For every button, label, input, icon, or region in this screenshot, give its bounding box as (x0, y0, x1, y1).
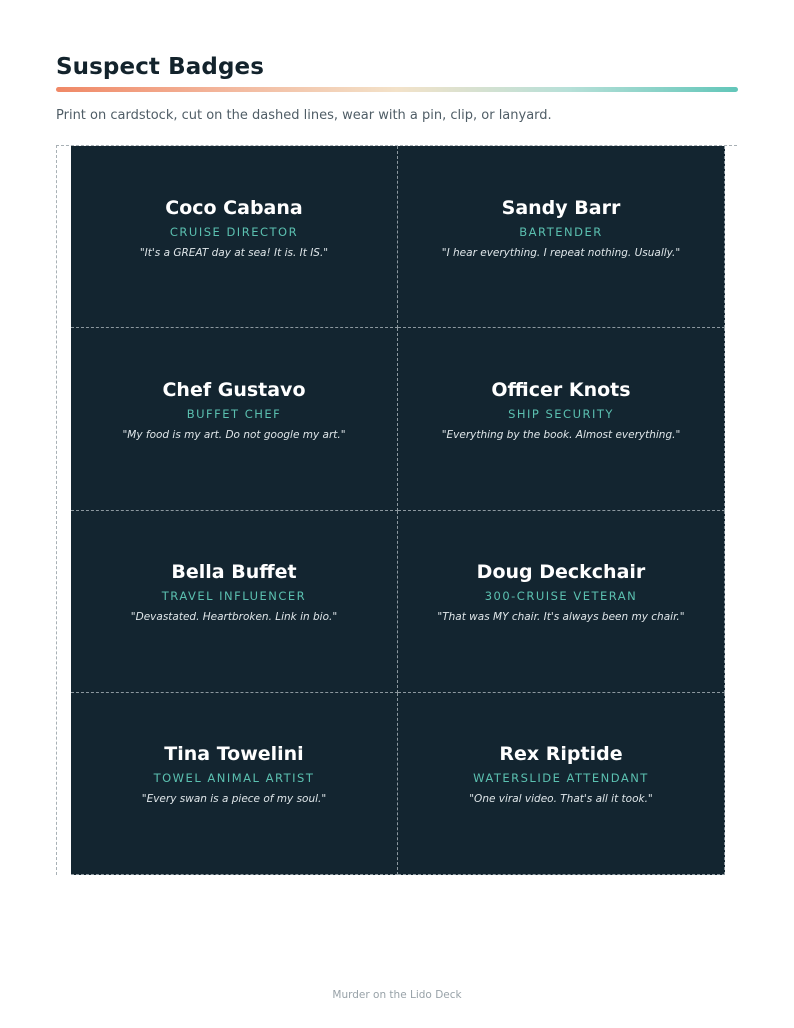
badge-name: Officer Knots (491, 378, 631, 401)
badge-role: CRUISE DIRECTOR (169, 224, 299, 239)
title-underline (56, 87, 738, 92)
badge-card (398, 328, 725, 510)
badge-quote: "That was MY chair. It's always been my chair." (437, 611, 685, 624)
badge-card (398, 511, 725, 693)
badge-card (398, 146, 725, 328)
badge-card (71, 693, 398, 875)
badge-role: 300-CRUISE VETERAN (484, 589, 638, 604)
badge-quote: "Every swan is a piece of my soul." (141, 793, 327, 806)
badge-card (71, 146, 398, 328)
badge-card (398, 693, 725, 875)
page-subtitle: Print on cardstock, cut on the dashed lines, wear with a pin, clip, or lanyard. (56, 108, 552, 123)
badge-name: Doug Deckchair (476, 561, 646, 584)
badge-quote: "Everything by the book. Almost everything." (441, 428, 681, 441)
badge-name: Sandy Barr (501, 196, 621, 219)
page-title: Suspect Badges (56, 54, 264, 80)
page-footer: Murder on the Lido Deck (332, 989, 462, 1001)
badge-name: Chef Gustavo (162, 378, 306, 401)
badge-name: Tina Towelini (164, 743, 304, 766)
badge-role: WATERSLIDE ATTENDANT (473, 771, 649, 786)
badge-role: BARTENDER (519, 224, 603, 239)
badge-quote: "It's a GREAT day at sea! It is. It IS." (139, 246, 329, 259)
badge-role: BUFFET CHEF (186, 406, 282, 421)
badge-card (71, 511, 398, 693)
badge-quote: "Devastated. Heartbroken. Link in bio." (130, 611, 338, 624)
badge-role: TRAVEL INFLUENCER (161, 589, 307, 604)
badge-role: TOWEL ANIMAL ARTIST (153, 771, 315, 786)
badge-quote: "I hear everything. I repeat nothing. Usually." (441, 246, 681, 259)
badge-name: Bella Buffet (171, 561, 297, 584)
badge-card (71, 328, 398, 510)
badge-role: SHIP SECURITY (508, 406, 614, 421)
badge-quote: "My food is my art. Do not google my art." (122, 428, 346, 441)
badge-quote: "One viral video. That's all it took." (469, 793, 653, 806)
badge-name: Coco Cabana (165, 196, 303, 219)
badge-name: Rex Riptide (499, 743, 623, 766)
badge-sheet (71, 146, 725, 875)
